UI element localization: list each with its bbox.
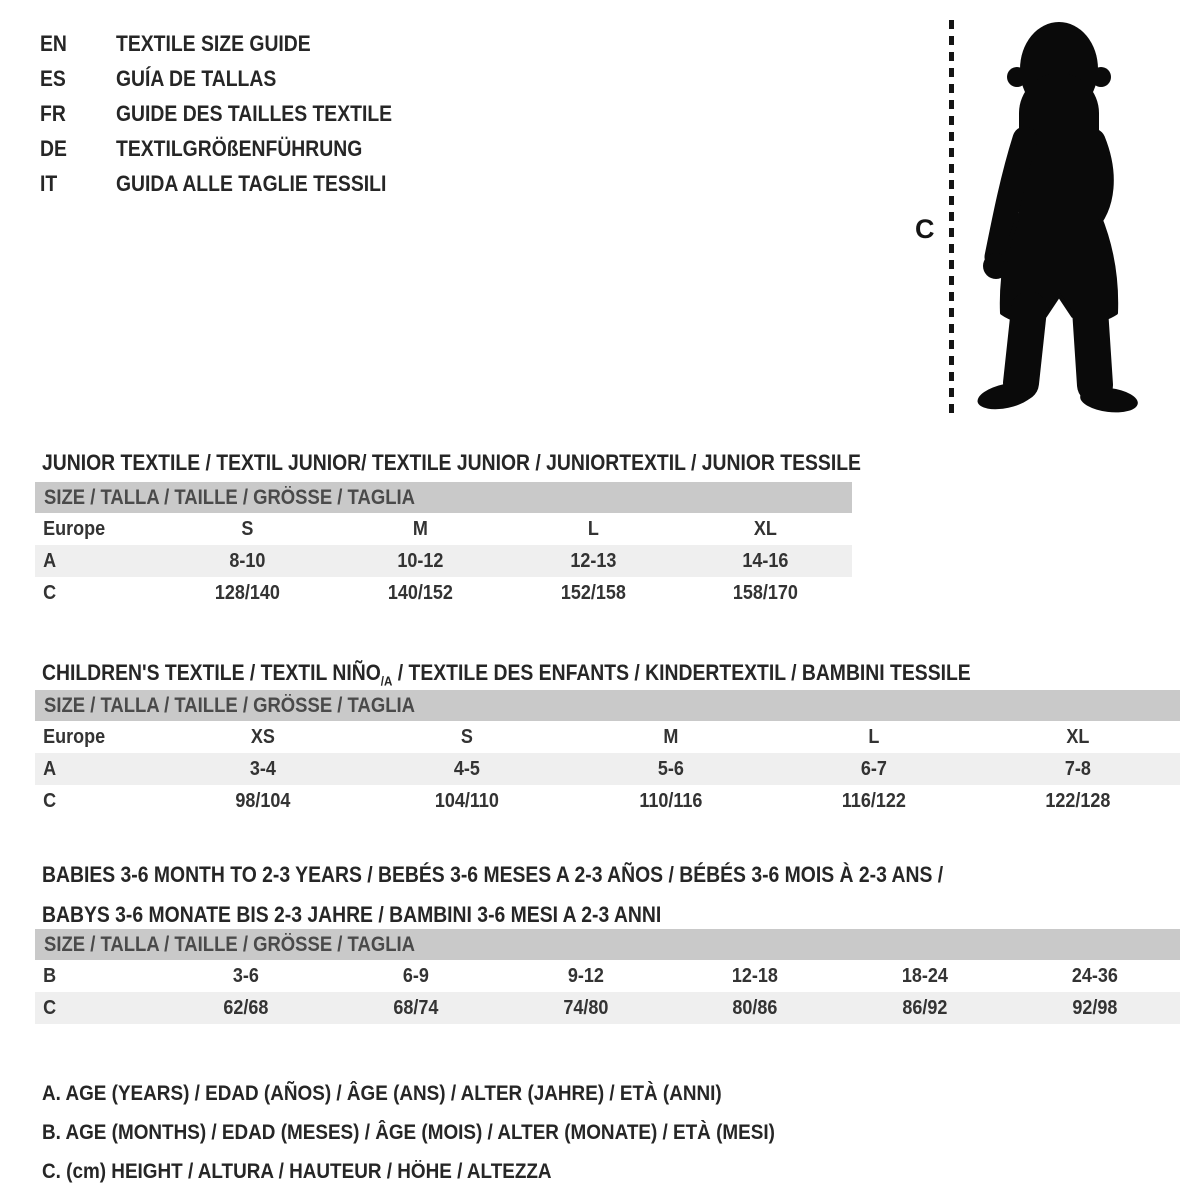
size-cell: XS [250, 725, 275, 748]
legend-age-months: B. AGE (MONTHS) / EDAD (MESES) / ÂGE (MOIS) / ALTER (MONATE) / ETÀ (MESI) [42, 1121, 775, 1144]
height-measure-label: C [915, 214, 935, 244]
size-cell: XL [1066, 725, 1090, 748]
height-cell: 110/116 [638, 789, 703, 812]
language-code: IT [40, 170, 58, 196]
age-cell: 3-4 [249, 757, 276, 780]
children-size-table [35, 690, 1180, 817]
row-label: Europe [43, 725, 106, 748]
children-section-title: CHILDREN'S TEXTILE / TEXTIL $NIÑO_{/A}$ / TEXTILE DES ENFANTS / KINDERTEXTIL / BAMBINI TESSILE [42, 660, 971, 689]
row-label: C [43, 996, 57, 1019]
age-cell: 12-18 [732, 964, 779, 987]
age-cell: 6-9 [402, 964, 429, 987]
age-cell: 14-16 [742, 549, 789, 572]
table-row-age [35, 753, 1180, 785]
title-subscript: /A [380, 673, 393, 689]
height-cell: 116/122 [842, 789, 907, 812]
language-label: GUÍA DE TALLAS [116, 65, 277, 91]
language-code: DE [40, 135, 67, 161]
height-cell: 98/104 [235, 789, 291, 812]
babies-section-title-line1: BABIES 3-6 MONTH TO 2-3 YEARS / BEBÉS 3-6 MESES A 2-3 AÑOS / BÉBÉS 3-6 MOIS À 2-3 ANS / [42, 862, 944, 888]
language-label: GUIDA ALLE TAGLIE TESSILI [116, 170, 387, 196]
language-list [40, 26, 430, 201]
height-cell: 80/86 [732, 996, 778, 1019]
height-cell: 128/140 [214, 581, 280, 604]
size-header-row: SIZE / TALLA / TAILLE / GRÖSSE / TAGLIA [35, 482, 852, 513]
language-code: FR [40, 100, 66, 126]
row-label: C [43, 581, 57, 604]
legend-height-cm: C. (cm) HEIGHT / ALTURA / HAUTEUR / HÖHE / ALTEZZA [42, 1160, 552, 1183]
height-cell: 74/80 [563, 996, 609, 1019]
table-row-age-months [35, 960, 1180, 992]
age-cell: 3-6 [232, 964, 259, 987]
language-label: TEXTILGRÖßENFÜHRUNG [116, 135, 363, 161]
table-row-europe [35, 513, 852, 545]
age-cell: 9-12 [567, 964, 604, 987]
row-label: B [43, 964, 57, 987]
table-row-height [35, 577, 852, 609]
table-row-height [35, 992, 1180, 1024]
age-cell: 4-5 [453, 757, 480, 780]
height-cell: 158/170 [733, 581, 799, 604]
junior-section-title: JUNIOR TEXTILE / TEXTIL JUNIOR/ TEXTILE JUNIOR / JUNIORTEXTIL / JUNIOR TESSILE [42, 450, 861, 476]
language-row-fr [40, 96, 430, 131]
age-cell: 6-7 [861, 757, 888, 780]
baby-silhouette-icon [967, 16, 1145, 418]
size-header-row: SIZE / TALLA / TAILLE / GRÖSSE / TAGLIA [35, 690, 1180, 721]
size-cell: L [868, 725, 880, 748]
legend-age-years: A. AGE (YEARS) / EDAD (AÑOS) / ÂGE (ANS) / ALTER (JAHRE) / ETÀ (ANNI) [42, 1082, 722, 1105]
size-cell: M [662, 725, 678, 748]
language-row-es [40, 61, 430, 96]
baby-figure-block [905, 14, 1161, 424]
language-row-de [40, 131, 430, 166]
row-label: A [43, 757, 57, 780]
language-label: TEXTILE SIZE GUIDE [116, 30, 311, 56]
height-cell: 62/68 [223, 996, 269, 1019]
age-cell: 10-12 [397, 549, 444, 572]
age-cell: 24-36 [1072, 964, 1119, 987]
age-cell: 8-10 [229, 549, 266, 572]
junior-size-table [35, 482, 852, 609]
language-label: GUIDE DES TAILLES TEXTILE [116, 100, 393, 126]
height-cell: 152/158 [560, 581, 626, 604]
row-label: Europe [43, 517, 106, 540]
table-row-europe [35, 721, 1180, 753]
age-cell: 18-24 [902, 964, 949, 987]
language-code: EN [40, 30, 67, 56]
size-cell: S [241, 517, 254, 540]
height-cell: 122/128 [1045, 789, 1111, 812]
size-cell: M [412, 517, 428, 540]
size-cell: XL [754, 517, 778, 540]
age-cell: 5-6 [657, 757, 684, 780]
age-cell: 12-13 [569, 549, 616, 572]
size-header-row: SIZE / TALLA / TAILLE / GRÖSSE / TAGLIA [35, 929, 1180, 960]
language-row-it [40, 166, 430, 201]
language-code: ES [40, 65, 66, 91]
height-cell: 140/152 [387, 581, 453, 604]
height-dashed-line [949, 20, 954, 416]
height-cell: 104/110 [434, 789, 499, 812]
age-cell: 7-8 [1065, 757, 1092, 780]
table-row-height [35, 785, 1180, 817]
height-cell: 92/98 [1072, 996, 1118, 1019]
size-cell: L [587, 517, 599, 540]
height-cell: 68/74 [393, 996, 439, 1019]
legend-block [42, 1074, 856, 1191]
table-row-age [35, 545, 852, 577]
babies-size-table [35, 929, 1180, 1024]
size-cell: S [460, 725, 473, 748]
language-row-en [40, 26, 430, 61]
babies-section-title-line2: BABYS 3-6 MONATE BIS 2-3 JAHRE / BAMBINI 3-6 MESI A 2-3 ANNI [42, 902, 662, 928]
row-label: C [43, 789, 57, 812]
height-cell: 86/92 [902, 996, 948, 1019]
row-label: A [43, 549, 57, 572]
